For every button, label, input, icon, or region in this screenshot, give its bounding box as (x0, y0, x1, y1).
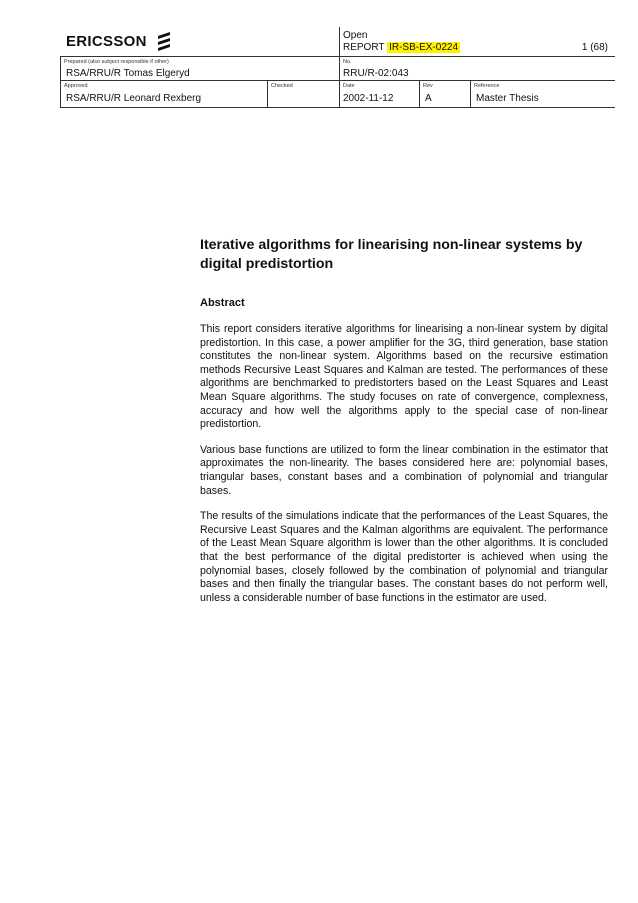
header-rule-middle (60, 80, 615, 81)
approved-value: RSA/RRU/R Leonard Rexberg (66, 93, 202, 104)
no-value: RRU/R-02:043 (343, 68, 409, 79)
header-rule-bottom (60, 107, 615, 108)
checked-label: Checked (271, 83, 293, 89)
doc-status: Open (343, 30, 368, 41)
header-rule-top (60, 56, 615, 57)
header-rule-rev (419, 80, 420, 107)
abstract-heading: Abstract (200, 297, 245, 309)
date-value: 2002-11-12 (343, 93, 394, 104)
document-title: Iterative algorithms for linearising non-linear systems by digital predistortion (200, 237, 583, 272)
abstract-paragraph: This report considers iterative algorithms for linearising a non-linear system by digital predistortion. In this case, a power amplifier for the 3G, third generation, base station constitutes the non-linear system. Algorithms based on the recursive estimation methods Recursive Least Squares and Kalman are tested. The performances of these algorithms are benchmarked to predistorters based on the Least Squares and Least Mean Square algorithms. The study focuses on rate of convergence, complexness, accuracy and how well the algorithms apply to the special case of non-linear predistortion. (200, 323, 608, 431)
ericsson-logo (66, 31, 171, 51)
abstract-paragraph: The results of the simulations indicate that the performances of the Least Squares, the Recursive Least Squares and the Kalman algorithms are equivalent. The performance of the Least Mean Square algorithm is lower than the other algorithms. It is concluded that the best performance of the digital predistorter is achieved when using the polynomial bases, closely followed by the combination of polynomial and triangular bases and then finally the triangular bases. The constant bases do not perform well, unless a considerable number of base functions in the estimator are used. (200, 510, 608, 604)
header-rule-checked (267, 80, 268, 107)
ericsson-mark-icon (157, 31, 171, 51)
prepared-value: RSA/RRU/R Tomas Elgeryd (66, 68, 190, 79)
report-id: IR-SB-EX-0224 (389, 42, 459, 53)
date-label: Date (343, 83, 355, 89)
header-rule-reference (470, 80, 471, 107)
rev-label: Rev (423, 83, 433, 89)
logo-wordmark: ERICSSON (66, 32, 147, 50)
reference-label: Reference (474, 83, 500, 89)
document-body (200, 236, 608, 617)
header-rule-divider (339, 27, 340, 107)
rev-value: A (425, 93, 432, 104)
approved-label: Approved (64, 83, 88, 89)
no-label: No. (343, 59, 352, 65)
report-line (343, 42, 460, 53)
reference-value: Master Thesis (476, 93, 539, 104)
header-rule-left (60, 56, 61, 107)
abstract-paragraph: Various base functions are utilized to form the linear combination in the estimator that approximates the non-linearity. The bases considered here are: polynomial bases, triangular bases, constant bases and a combination of polynomial and triangular bases. (200, 443, 608, 497)
prepared-label: Prepared (also subject responsible if other) (64, 59, 169, 65)
report-prefix: REPORT (343, 42, 385, 53)
page-number: 1 (68) (581, 42, 608, 53)
